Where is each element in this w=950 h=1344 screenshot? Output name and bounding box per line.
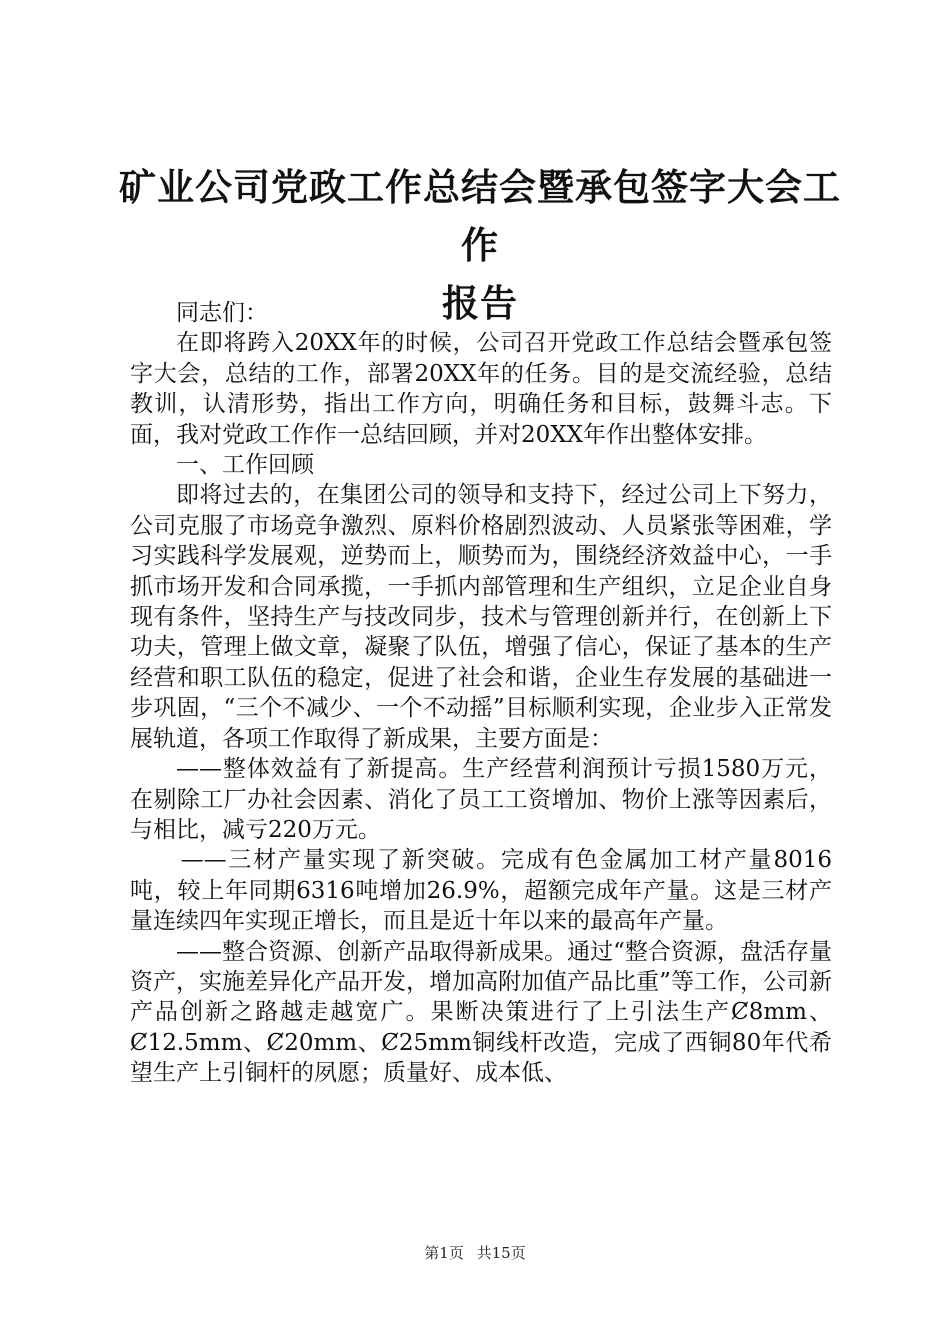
page-footer <box>0 1242 950 1263</box>
title-line-1: 矿业公司党政工作总结会暨承包签字大会工作 <box>119 165 841 267</box>
body-paragraph: ——整体效益有了新提高。生产经营利润预计亏损1580万元，在剔除工厂办社会因素、消化了员工工资增加、物价上涨等因素后，与相比，减亏220万元。 <box>130 756 832 843</box>
page-total: 共15页 <box>476 1244 526 1262</box>
section-heading: 一、工作回顾 <box>176 452 314 479</box>
page-number: 第1页 <box>424 1244 464 1262</box>
body-paragraph: ——整合资源、创新产品取得新成果。通过“整合资源，盘活存量资产，实施差异化产品开发，增加高附加值产品比重”等工作，公司新产品创新之路越走越宽广。果断决策进行了上引法生产Ȼ8mm、Ȼ12.5mm、Ȼ20mm、Ȼ25mm铜线杆改造，完成了西铜80年代希望生产上引铜杆的夙愿；质量好、成本低、 <box>130 938 832 1087</box>
title-line-2: 报告 <box>442 281 518 325</box>
document-body <box>130 298 832 1089</box>
salutation: 同志们： <box>176 300 268 326</box>
body-paragraph: 即将过去的，在集团公司的领导和支持下，经过公司上下努力，公司克服了市场竞争激烈、原料价格剧烈波动、人员紧张等困难，学习实践科学发展观，逆势而上，顺势而为，围绕经济效益中心，一手抓市场开发和合同承揽，一手抓内部管理和生产组织，立足企业自身现有条件，坚持生产与技改同步，技术与管理创新并行，在创新上下功夫，管理上做文章，凝聚了队伍，增强了信心，保证了基本的生产经营和职工队伍的稳定，促进了社会和谐，企业生存发展的基础进一步巩固，“三个不减少、一个不动摇”目标顺利实现，企业步入正常发展轨道，各项工作取得了新成果，主要方面是： <box>130 482 832 752</box>
body-paragraph: ——三材产量实现了新突破。完成有色金属加工材产量8016吨，较上年同期6316吨增加26.9%，超额完成年产量。这是三材产量连续四年实现正增长，而且是近十年以来的最高年产量。 <box>130 847 832 935</box>
body-paragraph: 在即将跨入20XX年的时候，公司召开党政工作总结会暨承包签字大会，总结的工作，部署20XX年的任务。目的是交流经验，总结教训，认清形势，指出工作方向，明确任务和目标，鼓舞斗志。下面，我对党政工作作一总结回顾，并对20XX年作出整体安排。 <box>130 330 832 448</box>
